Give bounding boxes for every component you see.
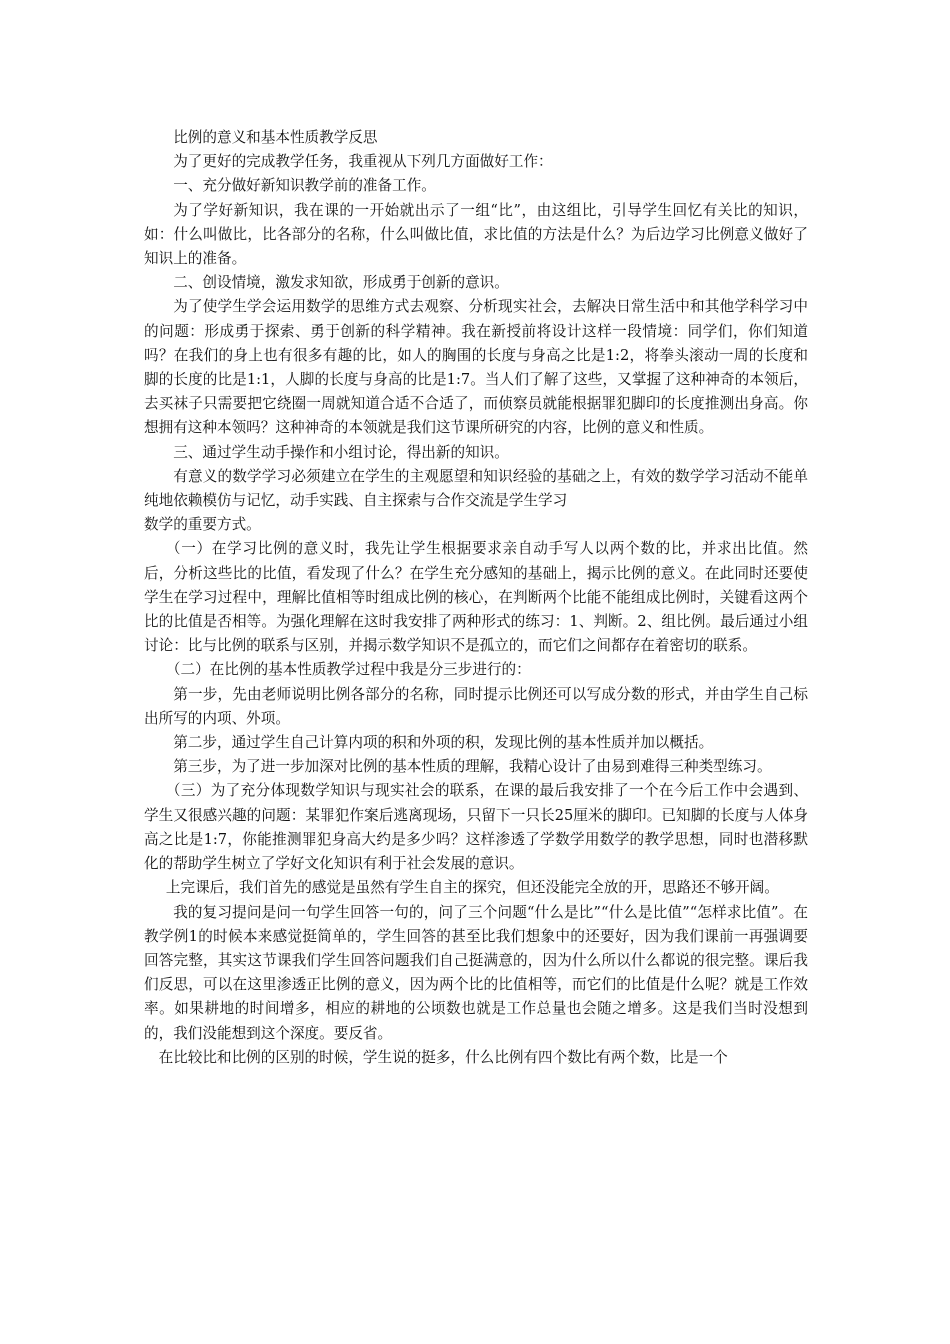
paragraph-list: [144, 150, 808, 1070]
document-body: [144, 126, 808, 1070]
paragraph: 为了学好新知识，我在课的一开始就出示了一组“比”，由这组比，引导学生回忆有关比的知识，如：什么叫做比，比各部分的名称，什么叫做比值，求比值的方法是什么？为后边学习比例意义做好了知识上的准备。: [144, 201, 808, 268]
paragraph: 在比较比和比例的区别的时候，学生说的挺多，什么比例有四个数比有两个数，比是一个: [158, 1048, 728, 1066]
paragraph: 第一步，先由老师说明比例各部分的名称，同时提示比例还可以写成分数的形式，并由学生自己标出所写的内项、外项。: [144, 685, 808, 727]
paragraph: （一）在学习比例的意义时，我先让学生根据要求亲自动手写人以两个数的比，并求出比值。然后，分析这些比的比值，看发现了什么？在学生充分感知的基础上，揭示比例的意义。在此同时还要使学生在学习过程中，理解比值相等时组成比例的核心，在判断两个比能不能组成比例时，关键看这两个比的比值是否相等。为强化理解在这时我安排了两种形式的练习：1、判断。2、组比例。最后通过小组讨论：比与比例的联系与区别，并揭示数学知识不是孤立的，而它们之间都存在着密切的联系。: [144, 540, 808, 655]
paragraph: 三、通过学生动手操作和小组讨论，得出新的知识。: [173, 443, 509, 461]
paragraph: 有意义的数学学习必须建立在学生的主观愿望和知识经验的基础之上，有效的数学学习活动不能单纯地依赖模仿与记忆，动手实践、自主探索与合作交流是学生学习: [144, 467, 808, 510]
paragraph: 二、创设情境，激发求知欲，形成勇于创新的意识。: [173, 274, 509, 292]
paragraph: 第三步，为了进一步加深对比例的基本性质的理解，我精心设计了由易到难得三种类型练习。: [173, 758, 772, 776]
paragraph: 第二步，通过学生自己计算内项的积和外项的积，发现比例的基本性质并加以概括。: [173, 734, 714, 752]
paragraph: 为了更好的完成教学任务，我重视从下列几方面做好工作：: [173, 153, 553, 171]
paragraph: 一、充分做好新知识教学前的准备工作。: [173, 177, 436, 195]
paragraph: 我的复习提问是问一句学生回答一句的，问了三个问题“什么是比”“什么是比值”“怎样求比值”。在教学例1的时候本来感觉挺简单的，学生回答的甚至比我们想象中的还要好，因为我们课前一再强调要回答完整，其实这节课我们学生回答问题我们自己挺满意的，因为什么所以什么都说的很完整。课后我们反思，可以在这里渗透正比例的意义，因为两个比的比值相等，而它们的比值是什么呢？就是工作效率。如果耕地的时间增多，相应的耕地的公顷数也就是工作总量也会随之增多。这是我们当时没想到的，我们没能想到这个深度。要反省。: [144, 903, 808, 1042]
paragraph: 为了使学生学会运用数学的思维方式去观察、分析现实社会，去解决日常生活中和其他学科学习中的问题：形成勇于探索、勇于创新的科学精神。我在新授前将设计这样一段情境：同学们，你们知道吗？在我们的身上也有很多有趣的比，如人的胸围的长度与身高之比是1:2，将拳头滚动一周的长度和脚的长度的比是1:1，人脚的长度与身高的比是1:7。当人们了解了这些，又掌握了这种神奇的本领后，去买袜子只需要把它绕圈一周就知道合适不合适了，而侦察员就能根据罪犯脚印的长度推测出身高。你想拥有这种本领吗？这种神奇的本领就是我们这节课所研究的内容，比例的意义和性质。: [144, 298, 808, 437]
paragraph: （二）在比例的基本性质教学过程中我是分三步进行的：: [165, 661, 531, 679]
paragraph: （三）为了充分体现数学知识与现实社会的联系，在课的最后我安排了一个在今后工作中会遇到、学生又很感兴趣的问题：某罪犯作案后逃离现场，只留下一只长25厘米的脚印。已知脚的长度与人体身高之比是1:7，你能推测罪犯身高大约是多少吗？这样渗透了学数学用数学的教学思想，同时也潜移默化的帮助学生树立了学好文化知识有利于社会发展的意识。: [144, 782, 808, 873]
document-title: 比例的意义和基本性质教学反思: [173, 129, 378, 146]
paragraph: 上完课后，我们首先的感觉是虽然有学生自主的探究，但还没能完全放的开，思路还不够开阔。: [165, 879, 779, 897]
paragraph: 数学的重要方式。: [144, 516, 261, 534]
